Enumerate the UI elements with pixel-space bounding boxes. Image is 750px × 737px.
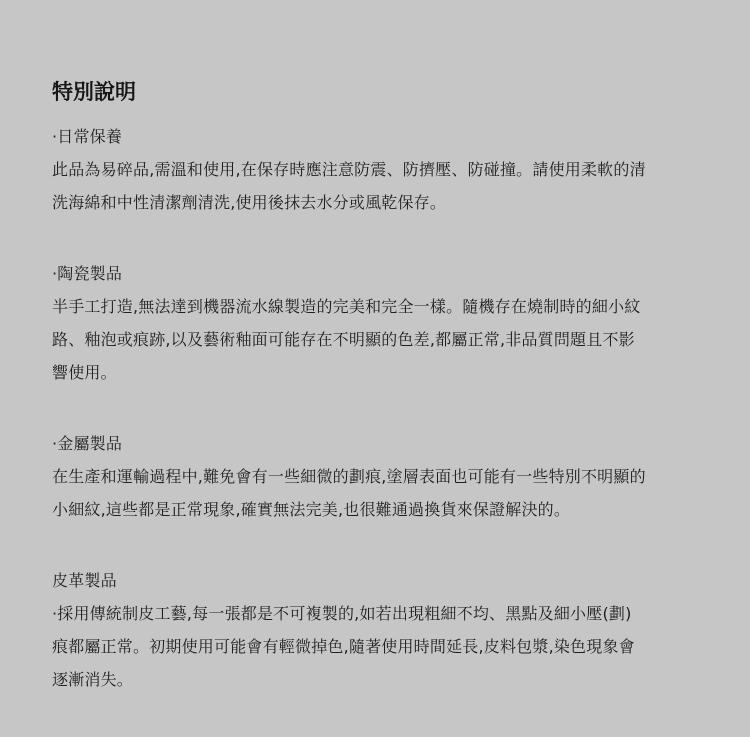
section-ceramics (52, 257, 712, 389)
paragraph-line: 小細紋,這些都是正常現象,確實無法完美,也很難通過換貨來保證解決的。 (52, 500, 571, 519)
section-heading: ·日常保養 (52, 127, 123, 146)
paragraph-line: 響使用。 (52, 363, 117, 382)
section-heading: ·陶瓷製品 (52, 264, 123, 283)
paragraph-line: ·採用傳統制皮工藝,每一張都是不可複製的,如若出現粗細不均、黑點及細小壓(劃) (52, 604, 632, 623)
paragraph-line: 逐漸消失。 (52, 670, 134, 689)
section-daily-care (52, 120, 712, 219)
section-leather (52, 564, 712, 696)
paragraph-line: 在生產和運輸過程中,難免會有一些細微的劃痕,塗層表面也可能有一些特別不明顯的 (52, 467, 646, 486)
paragraph-line: 路、釉泡或痕跡,以及藝術釉面可能存在不明顯的色差,都屬正常,非品質問題且不影 (52, 330, 635, 349)
page-title: 特別說明 (52, 80, 136, 104)
section-heading: ·金屬製品 (52, 434, 123, 453)
paragraph-line: 洗海綿和中性清潔劑清洗,使用後抹去水分或風乾保存。 (52, 193, 447, 212)
special-notes (52, 72, 712, 696)
section-heading: 皮革製品 (52, 571, 117, 590)
paragraph-line: 此品為易碎品,需溫和使用,在保存時應注意防震、防擠壓、防碰撞。請使用柔軟的清 (52, 160, 646, 179)
section-metal (52, 427, 712, 526)
paragraph-line: 半手工打造,無法達到機器流水線製造的完美和完全一樣。隨機存在燒制時的細小紋 (52, 297, 641, 316)
paragraph-line: 痕都屬正常。初期使用可能會有輕微掉色,隨著使用時間延長,皮料包漿,染色現象會 (52, 637, 635, 656)
